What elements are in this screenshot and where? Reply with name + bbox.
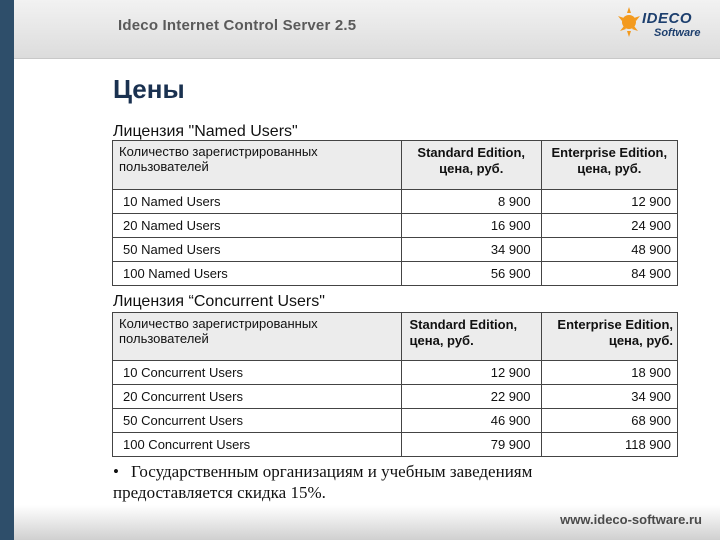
row-standard-price: 16 900 bbox=[401, 214, 541, 238]
row-enterprise-price: 12 900 bbox=[541, 190, 677, 214]
bullet-marker: • bbox=[113, 462, 119, 481]
table-row bbox=[113, 262, 678, 286]
row-license: 20 Concurrent Users bbox=[113, 385, 402, 409]
logo-name: IDECO bbox=[642, 10, 693, 27]
ideco-sun-icon bbox=[616, 5, 642, 39]
row-enterprise-price: 18 900 bbox=[541, 361, 678, 385]
table-header-row bbox=[113, 313, 678, 361]
header-users-count: Количество зарегистрированных пользователей bbox=[113, 141, 402, 190]
named-users-title: Лицензия "Named Users" bbox=[113, 123, 298, 140]
row-enterprise-price: 24 900 bbox=[541, 214, 677, 238]
footer-url: www.ideco-software.ru bbox=[560, 512, 702, 527]
table-row bbox=[113, 385, 678, 409]
concurrent-users-title: Лицензия “Concurrent Users" bbox=[113, 293, 325, 310]
row-enterprise-price: 84 900 bbox=[541, 262, 677, 286]
discount-note bbox=[113, 461, 633, 503]
app-title: Ideco Internet Control Server 2.5 bbox=[118, 17, 357, 34]
header-standard-price: Standard Edition, цена, руб. bbox=[401, 141, 541, 190]
left-accent-bar bbox=[0, 0, 14, 540]
row-license: 10 Concurrent Users bbox=[113, 361, 402, 385]
row-license: 100 Named Users bbox=[113, 262, 402, 286]
row-standard-price: 56 900 bbox=[401, 262, 541, 286]
row-license: 50 Concurrent Users bbox=[113, 409, 402, 433]
row-license: 100 Concurrent Users bbox=[113, 433, 402, 457]
table-row bbox=[113, 214, 678, 238]
header-users-count: Количество зарегистрированных пользователей bbox=[113, 313, 402, 361]
table-header-row bbox=[113, 141, 678, 190]
table-row bbox=[113, 409, 678, 433]
row-enterprise-price: 34 900 bbox=[541, 385, 678, 409]
table-row bbox=[113, 361, 678, 385]
row-enterprise-price: 118 900 bbox=[541, 433, 678, 457]
header-standard-price: Standard Edition, цена, руб. bbox=[401, 313, 541, 361]
table-row bbox=[113, 433, 678, 457]
row-standard-price: 79 900 bbox=[401, 433, 541, 457]
row-standard-price: 12 900 bbox=[401, 361, 541, 385]
row-standard-price: 8 900 bbox=[401, 190, 541, 214]
page-title: Цены bbox=[113, 74, 185, 104]
row-standard-price: 46 900 bbox=[401, 409, 541, 433]
header-enterprise-price: Enterprise Edition, цена, руб. bbox=[541, 141, 677, 190]
named-users-table bbox=[112, 140, 678, 286]
concurrent-users-table bbox=[112, 312, 678, 457]
row-license: 10 Named Users bbox=[113, 190, 402, 214]
row-license: 50 Named Users bbox=[113, 238, 402, 262]
header-enterprise-price: Enterprise Edition, цена, руб. bbox=[541, 313, 678, 361]
table-row bbox=[113, 238, 678, 262]
row-enterprise-price: 48 900 bbox=[541, 238, 677, 262]
header-divider bbox=[14, 58, 720, 59]
ideco-logo bbox=[616, 5, 716, 45]
logo-subtitle: Software bbox=[654, 27, 701, 39]
discount-note-text: Государственным организациям и учебным заведениям предоставляется скидка 15%. bbox=[113, 462, 533, 502]
row-standard-price: 22 900 bbox=[401, 385, 541, 409]
row-license: 20 Named Users bbox=[113, 214, 402, 238]
row-standard-price: 34 900 bbox=[401, 238, 541, 262]
table-row bbox=[113, 190, 678, 214]
row-enterprise-price: 68 900 bbox=[541, 409, 678, 433]
